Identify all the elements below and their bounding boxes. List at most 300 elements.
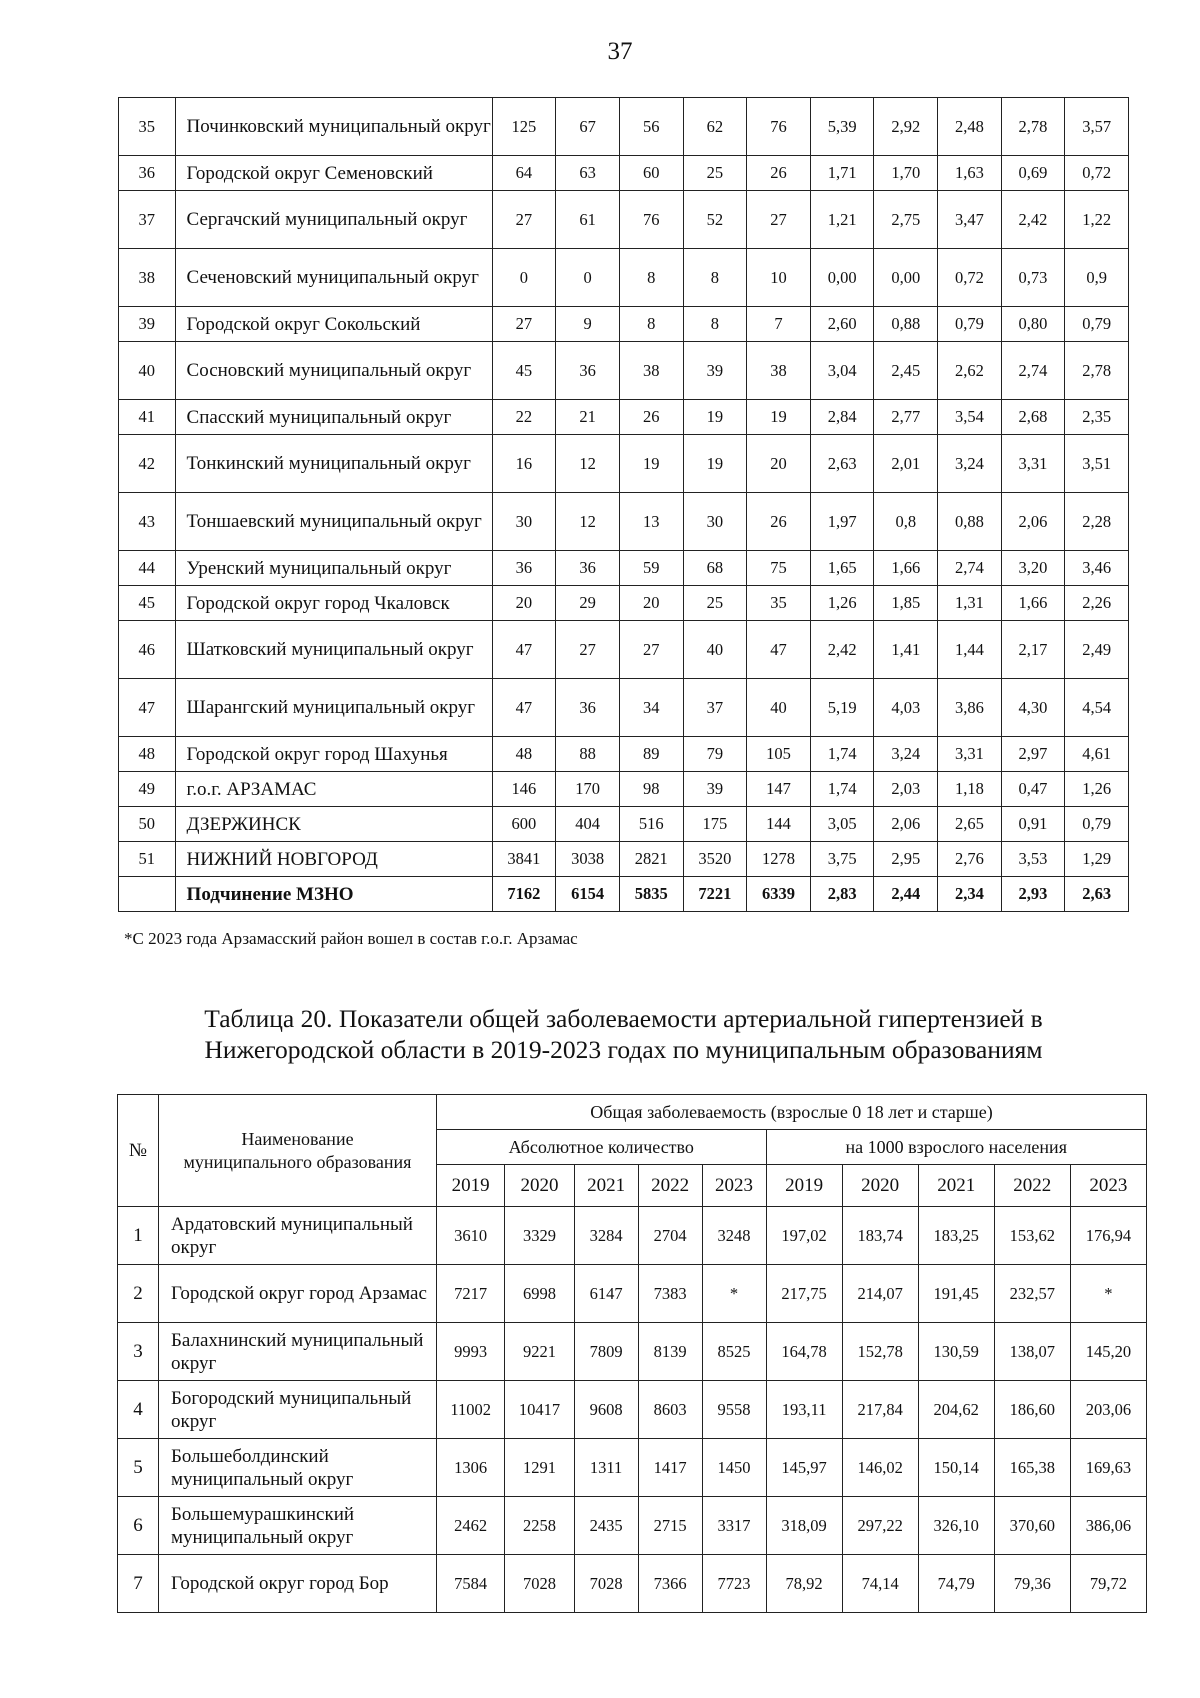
- row-number: 4: [118, 1381, 159, 1439]
- row-value: 0,69: [1001, 156, 1065, 191]
- row-value: 2,03: [874, 772, 938, 807]
- row-value: 1,74: [810, 737, 874, 772]
- row-value: 3841: [492, 842, 556, 877]
- row-value: 7723: [702, 1555, 766, 1613]
- header-num: №: [118, 1095, 159, 1207]
- row-value: 4,54: [1065, 679, 1129, 737]
- header-year: 2023: [1070, 1165, 1146, 1207]
- header-year: 2021: [918, 1165, 994, 1207]
- table-row: [119, 400, 1129, 435]
- row-value: 38: [619, 342, 683, 400]
- row-value: 8603: [638, 1381, 702, 1439]
- header-year: 2021: [574, 1165, 638, 1207]
- row-name: Тонкинский муниципальный округ: [175, 435, 492, 493]
- row-value: 63: [556, 156, 620, 191]
- row-value: 204,62: [918, 1381, 994, 1439]
- row-value: 165,38: [994, 1439, 1070, 1497]
- row-value: 39: [683, 342, 747, 400]
- row-value: 4,61: [1065, 737, 1129, 772]
- row-value: 76: [747, 98, 811, 156]
- row-value: 297,22: [842, 1497, 918, 1555]
- row-number: 46: [119, 621, 176, 679]
- row-value: 3,75: [810, 842, 874, 877]
- row-value: 2,17: [1001, 621, 1065, 679]
- row-value: 62: [683, 98, 747, 156]
- row-value: 2,77: [874, 400, 938, 435]
- row-value: 3,51: [1065, 435, 1129, 493]
- row-value: 9608: [574, 1381, 638, 1439]
- row-value: 3317: [702, 1497, 766, 1555]
- header-year: 2023: [702, 1165, 766, 1207]
- row-number: 39: [119, 307, 176, 342]
- row-value: 40: [683, 621, 747, 679]
- row-value: *: [702, 1265, 766, 1323]
- header-abs: Абсолютное количество: [437, 1130, 767, 1165]
- row-value: 9221: [505, 1323, 574, 1381]
- total-value: 2,93: [1001, 877, 1065, 912]
- row-number: 41: [119, 400, 176, 435]
- row-value: 2,68: [1001, 400, 1065, 435]
- row-value: 4,03: [874, 679, 938, 737]
- row-value: 150,14: [918, 1439, 994, 1497]
- row-value: 169,63: [1070, 1439, 1146, 1497]
- total-value: 7162: [492, 877, 556, 912]
- row-value: 2,62: [938, 342, 1002, 400]
- row-number: 48: [119, 737, 176, 772]
- row-value: 2,78: [1065, 342, 1129, 400]
- row-value: 0,91: [1001, 807, 1065, 842]
- row-value: 1,31: [938, 586, 1002, 621]
- row-value: 1,18: [938, 772, 1002, 807]
- row-value: 3610: [437, 1207, 505, 1265]
- row-value: 5,19: [810, 679, 874, 737]
- row-value: 1306: [437, 1439, 505, 1497]
- row-value: 19: [747, 400, 811, 435]
- page-number: 37: [607, 38, 633, 65]
- row-value: 47: [747, 621, 811, 679]
- row-value: 60: [619, 156, 683, 191]
- row-value: 45: [492, 342, 556, 400]
- row-value: 1,29: [1065, 842, 1129, 877]
- row-value: 2,76: [938, 842, 1002, 877]
- row-value: 386,06: [1070, 1497, 1146, 1555]
- caption-line-1: Таблица 20. Показатели общей заболеваемости артериальной гипертензией в: [204, 1004, 1043, 1033]
- row-value: 74,79: [918, 1555, 994, 1613]
- row-value: 0,88: [938, 493, 1002, 551]
- row-value: 232,57: [994, 1265, 1070, 1323]
- row-value: 2,78: [1001, 98, 1065, 156]
- table-row: [119, 551, 1129, 586]
- row-name: Балахнинский муниципальный округ: [159, 1323, 437, 1381]
- row-name: Шарангский муниципальный округ: [175, 679, 492, 737]
- total-value: 2,83: [810, 877, 874, 912]
- row-value: 36: [492, 551, 556, 586]
- row-value: 7809: [574, 1323, 638, 1381]
- row-value: 203,06: [1070, 1381, 1146, 1439]
- row-value: 2,60: [810, 307, 874, 342]
- row-number: 49: [119, 772, 176, 807]
- row-name: Большемурашкинский муниципальный округ: [159, 1497, 437, 1555]
- row-value: 217,84: [842, 1381, 918, 1439]
- row-value: 19: [683, 435, 747, 493]
- row-name: г.о.г. АРЗАМАС: [175, 772, 492, 807]
- row-value: 7366: [638, 1555, 702, 1613]
- row-name: Большеболдинский муниципальный округ: [159, 1439, 437, 1497]
- row-value: 1,70: [874, 156, 938, 191]
- row-value: 3,31: [1001, 435, 1065, 493]
- row-value: 36: [556, 679, 620, 737]
- row-number: 37: [119, 191, 176, 249]
- row-value: 89: [619, 737, 683, 772]
- row-value: 2,97: [1001, 737, 1065, 772]
- row-number: 6: [118, 1497, 159, 1555]
- table-row: [119, 435, 1129, 493]
- row-value: 1,85: [874, 586, 938, 621]
- row-value: 3520: [683, 842, 747, 877]
- table-row: [119, 156, 1129, 191]
- row-value: 8: [683, 249, 747, 307]
- row-value: 3284: [574, 1207, 638, 1265]
- row-value: 4,30: [1001, 679, 1065, 737]
- row-value: 2,26: [1065, 586, 1129, 621]
- row-value: 39: [683, 772, 747, 807]
- row-value: 7028: [574, 1555, 638, 1613]
- table-row: [119, 621, 1129, 679]
- row-value: 214,07: [842, 1265, 918, 1323]
- row-value: 3,46: [1065, 551, 1129, 586]
- table-continued: [118, 97, 1129, 912]
- row-value: 144: [747, 807, 811, 842]
- total-value: 7221: [683, 877, 747, 912]
- row-value: 29: [556, 586, 620, 621]
- row-value: 6998: [505, 1265, 574, 1323]
- row-value: 19: [683, 400, 747, 435]
- table-row: [119, 191, 1129, 249]
- row-value: 79,72: [1070, 1555, 1146, 1613]
- row-name: Уренский муниципальный округ: [175, 551, 492, 586]
- row-value: 516: [619, 807, 683, 842]
- row-name: Сеченовский муниципальный округ: [175, 249, 492, 307]
- row-value: 0: [492, 249, 556, 307]
- row-value: 7: [747, 307, 811, 342]
- row-number: 47: [119, 679, 176, 737]
- row-value: 1278: [747, 842, 811, 877]
- row-value: 78,92: [766, 1555, 842, 1613]
- total-value: 2,63: [1065, 877, 1129, 912]
- row-value: 2,75: [874, 191, 938, 249]
- row-value: 1417: [638, 1439, 702, 1497]
- row-value: 34: [619, 679, 683, 737]
- row-value: 0,80: [1001, 307, 1065, 342]
- row-value: 48: [492, 737, 556, 772]
- row-name: Городской округ город Шахунья: [175, 737, 492, 772]
- row-value: 20: [619, 586, 683, 621]
- row-value: 27: [619, 621, 683, 679]
- row-value: 5,39: [810, 98, 874, 156]
- row-value: 0,00: [810, 249, 874, 307]
- row-value: 1,21: [810, 191, 874, 249]
- total-value: 6154: [556, 877, 620, 912]
- row-value: 147: [747, 772, 811, 807]
- row-value: 98: [619, 772, 683, 807]
- row-value: 146,02: [842, 1439, 918, 1497]
- row-value: 0,9: [1065, 249, 1129, 307]
- row-number: 42: [119, 435, 176, 493]
- row-name: Городской округ город Чкаловск: [175, 586, 492, 621]
- row-value: 75: [747, 551, 811, 586]
- row-value: 0,79: [938, 307, 1002, 342]
- table-row: [119, 98, 1129, 156]
- table-row: [118, 1265, 1147, 1323]
- row-value: 138,07: [994, 1323, 1070, 1381]
- total-value: 5835: [619, 877, 683, 912]
- row-value: 61: [556, 191, 620, 249]
- row-value: 105: [747, 737, 811, 772]
- row-number: 7: [118, 1555, 159, 1613]
- row-value: 79,36: [994, 1555, 1070, 1613]
- table-caption: [118, 1003, 1129, 1065]
- row-value: 3,24: [874, 737, 938, 772]
- row-name: Починковский муниципальный округ: [175, 98, 492, 156]
- row-value: 7383: [638, 1265, 702, 1323]
- row-value: 1450: [702, 1439, 766, 1497]
- row-value: 2,35: [1065, 400, 1129, 435]
- row-value: 0,73: [1001, 249, 1065, 307]
- row-value: 2,95: [874, 842, 938, 877]
- row-value: 2,74: [1001, 342, 1065, 400]
- row-value: 2,92: [874, 98, 938, 156]
- header-name: Наименование муниципального образования: [159, 1095, 437, 1207]
- row-value: 9558: [702, 1381, 766, 1439]
- row-value: 8: [619, 307, 683, 342]
- row-value: 183,25: [918, 1207, 994, 1265]
- row-value: 56: [619, 98, 683, 156]
- row-value: 26: [619, 400, 683, 435]
- row-name: ДЗЕРЖИНСК: [175, 807, 492, 842]
- row-value: 2,84: [810, 400, 874, 435]
- row-value: 8: [683, 307, 747, 342]
- row-name: Сосновский муниципальный округ: [175, 342, 492, 400]
- row-value: 3248: [702, 1207, 766, 1265]
- row-value: 197,02: [766, 1207, 842, 1265]
- row-value: 47: [492, 621, 556, 679]
- row-number: 1: [118, 1207, 159, 1265]
- row-value: 3,31: [938, 737, 1002, 772]
- row-name: Богородский муниципальный округ: [159, 1381, 437, 1439]
- row-value: 1,41: [874, 621, 938, 679]
- row-value: 2,06: [1001, 493, 1065, 551]
- row-value: 59: [619, 551, 683, 586]
- header-year: 2019: [437, 1165, 505, 1207]
- row-value: 2715: [638, 1497, 702, 1555]
- row-value: 2,01: [874, 435, 938, 493]
- total-value: 6339: [747, 877, 811, 912]
- row-value: 20: [747, 435, 811, 493]
- header-year: 2022: [638, 1165, 702, 1207]
- row-value: 2,48: [938, 98, 1002, 156]
- row-value: 183,74: [842, 1207, 918, 1265]
- row-value: 3329: [505, 1207, 574, 1265]
- table-row: [119, 493, 1129, 551]
- total-number: [119, 877, 176, 912]
- total-value: 2,34: [938, 877, 1002, 912]
- row-value: 186,60: [994, 1381, 1070, 1439]
- row-value: 25: [683, 156, 747, 191]
- row-value: 19: [619, 435, 683, 493]
- row-value: 164,78: [766, 1323, 842, 1381]
- row-value: 8525: [702, 1323, 766, 1381]
- row-value: 153,62: [994, 1207, 1070, 1265]
- row-value: 2462: [437, 1497, 505, 1555]
- table-row: [118, 1555, 1147, 1613]
- row-value: 130,59: [918, 1323, 994, 1381]
- row-value: 217,75: [766, 1265, 842, 1323]
- row-value: 74,14: [842, 1555, 918, 1613]
- row-value: 38: [747, 342, 811, 400]
- row-value: 2,63: [810, 435, 874, 493]
- table-row: [119, 307, 1129, 342]
- table-row: [118, 1439, 1147, 1497]
- row-value: 1,66: [1001, 586, 1065, 621]
- caption-line-2: Нижегородской области в 2019-2023 годах по муниципальным образованиям: [204, 1035, 1043, 1064]
- footnote: *С 2023 года Арзамасский район вошел в состав г.о.г. Арзамас: [124, 929, 578, 948]
- table-row: [119, 842, 1129, 877]
- row-value: 326,10: [918, 1497, 994, 1555]
- row-value: 2,49: [1065, 621, 1129, 679]
- row-value: 0,72: [1065, 156, 1129, 191]
- row-value: 1,63: [938, 156, 1002, 191]
- row-value: 21: [556, 400, 620, 435]
- row-value: 2435: [574, 1497, 638, 1555]
- table-row: [118, 1381, 1147, 1439]
- table-row: [119, 737, 1129, 772]
- row-value: 145,20: [1070, 1323, 1146, 1381]
- row-value: 3,20: [1001, 551, 1065, 586]
- row-value: 76: [619, 191, 683, 249]
- row-value: *: [1070, 1265, 1146, 1323]
- row-value: 0,00: [874, 249, 938, 307]
- row-value: 27: [556, 621, 620, 679]
- row-number: 3: [118, 1323, 159, 1381]
- row-number: 2: [118, 1265, 159, 1323]
- row-value: 16: [492, 435, 556, 493]
- row-value: 7584: [437, 1555, 505, 1613]
- row-value: 27: [492, 307, 556, 342]
- row-value: 11002: [437, 1381, 505, 1439]
- row-value: 79: [683, 737, 747, 772]
- row-value: 176,94: [1070, 1207, 1146, 1265]
- row-value: 9993: [437, 1323, 505, 1381]
- row-value: 26: [747, 493, 811, 551]
- row-value: 35: [747, 586, 811, 621]
- row-value: 3,57: [1065, 98, 1129, 156]
- row-value: 12: [556, 435, 620, 493]
- table-row: [118, 1323, 1147, 1381]
- row-name: Шатковский муниципальный округ: [175, 621, 492, 679]
- row-name: НИЖНИЙ НОВГОРОД: [175, 842, 492, 877]
- row-number: 51: [119, 842, 176, 877]
- row-value: 6147: [574, 1265, 638, 1323]
- row-number: 5: [118, 1439, 159, 1497]
- row-value: 3,05: [810, 807, 874, 842]
- row-value: 3,53: [1001, 842, 1065, 877]
- row-number: 40: [119, 342, 176, 400]
- row-value: 125: [492, 98, 556, 156]
- table-row: [119, 679, 1129, 737]
- row-value: 1,71: [810, 156, 874, 191]
- row-value: 2,42: [810, 621, 874, 679]
- row-value: 13: [619, 493, 683, 551]
- row-name: Городской округ город Арзамас: [159, 1265, 437, 1323]
- row-name: Городской округ Сокольский: [175, 307, 492, 342]
- row-value: 68: [683, 551, 747, 586]
- table-row: [119, 586, 1129, 621]
- row-value: 1,26: [1065, 772, 1129, 807]
- row-value: 3,86: [938, 679, 1002, 737]
- row-value: 10: [747, 249, 811, 307]
- row-value: 193,11: [766, 1381, 842, 1439]
- row-value: 2,06: [874, 807, 938, 842]
- row-value: 0,79: [1065, 307, 1129, 342]
- row-value: 25: [683, 586, 747, 621]
- row-value: 1,97: [810, 493, 874, 551]
- table-row: [118, 1497, 1147, 1555]
- row-value: 1,44: [938, 621, 1002, 679]
- total-value: 2,44: [874, 877, 938, 912]
- row-number: 50: [119, 807, 176, 842]
- row-value: 0,79: [1065, 807, 1129, 842]
- row-value: 3,54: [938, 400, 1002, 435]
- row-value: 370,60: [994, 1497, 1070, 1555]
- row-value: 26: [747, 156, 811, 191]
- row-value: 3,47: [938, 191, 1002, 249]
- total-name: Подчинение МЗНО: [175, 877, 492, 912]
- header-group: Общая заболеваемость (взрослые 0 18 лет и старше): [437, 1095, 1147, 1130]
- row-value: 8139: [638, 1323, 702, 1381]
- row-value: 0,88: [874, 307, 938, 342]
- row-value: 37: [683, 679, 747, 737]
- row-value: 52: [683, 191, 747, 249]
- header-per1000: на 1000 взрослого населения: [766, 1130, 1146, 1165]
- row-value: 30: [492, 493, 556, 551]
- row-value: 2,65: [938, 807, 1002, 842]
- row-value: 2,45: [874, 342, 938, 400]
- header-year: 2019: [766, 1165, 842, 1207]
- row-value: 1,22: [1065, 191, 1129, 249]
- row-value: 152,78: [842, 1323, 918, 1381]
- row-value: 0,47: [1001, 772, 1065, 807]
- row-name: Сергачский муниципальный округ: [175, 191, 492, 249]
- row-number: 44: [119, 551, 176, 586]
- row-number: 45: [119, 586, 176, 621]
- row-name: Ардатовский муниципальный округ: [159, 1207, 437, 1265]
- table-row: [119, 342, 1129, 400]
- row-value: 1,65: [810, 551, 874, 586]
- table-20: [117, 1094, 1147, 1613]
- row-value: 7028: [505, 1555, 574, 1613]
- row-value: 2821: [619, 842, 683, 877]
- row-value: 27: [747, 191, 811, 249]
- row-value: 2258: [505, 1497, 574, 1555]
- row-value: 191,45: [918, 1265, 994, 1323]
- row-value: 27: [492, 191, 556, 249]
- row-number: 43: [119, 493, 176, 551]
- row-value: 88: [556, 737, 620, 772]
- row-value: 47: [492, 679, 556, 737]
- header-year: 2020: [505, 1165, 574, 1207]
- row-number: 36: [119, 156, 176, 191]
- row-value: 3,24: [938, 435, 1002, 493]
